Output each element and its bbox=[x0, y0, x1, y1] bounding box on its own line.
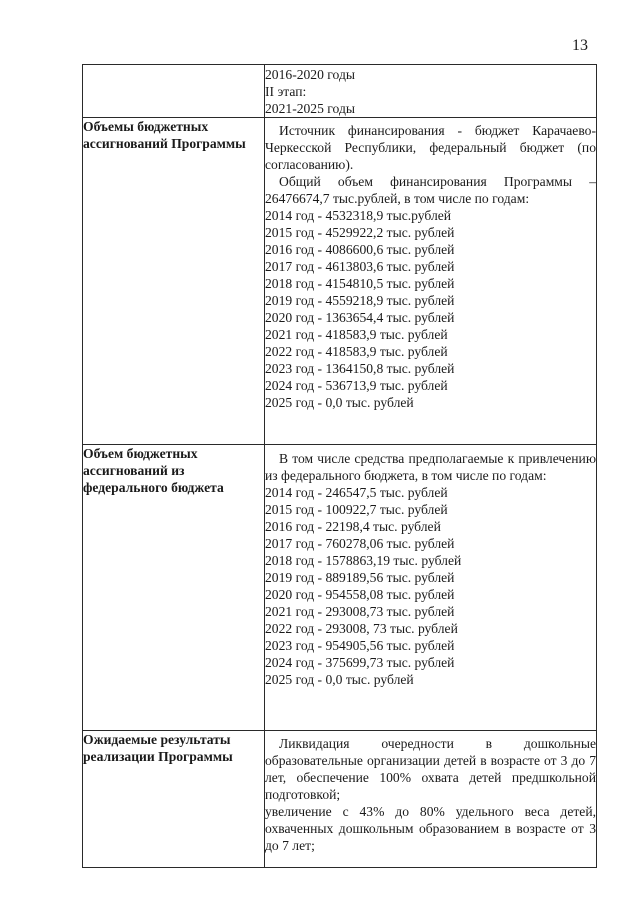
year-amount: 2022 год - 293008, 73 тыс. рублей bbox=[265, 621, 458, 636]
table-row bbox=[83, 118, 597, 445]
table-row bbox=[83, 65, 597, 118]
year-amount: 2021 год - 418583,9 тыс. рублей bbox=[265, 327, 448, 342]
year-amount: 2025 год - 0,0 тыс. рублей bbox=[265, 395, 414, 410]
year-amount: 2024 год - 536713,9 тыс. рублей bbox=[265, 378, 448, 393]
page-number: 13 bbox=[572, 37, 588, 54]
year-amount: 2020 год - 1363654,4 тыс. рублей bbox=[265, 310, 455, 325]
year-amount: 2016 год - 4086600,6 тыс. рублей bbox=[265, 242, 455, 257]
row-label bbox=[83, 65, 265, 118]
budget-federal-cell bbox=[265, 445, 597, 731]
budget-total-cell bbox=[265, 118, 597, 445]
federal-intro-text: В том числе средства предполагаемые к привлечению из федерального бюджета, в том числе по годам: bbox=[265, 451, 596, 483]
year-amount: 2015 год - 4529922,2 тыс. рублей bbox=[265, 225, 455, 240]
year-amount: 2015 год - 100922,7 тыс. рублей bbox=[265, 502, 448, 517]
year-amount: 2022 год - 418583,9 тыс. рублей bbox=[265, 344, 448, 359]
budget-total-label: Объемы бюджетных ассигнований Программы bbox=[83, 118, 265, 445]
result-paragraph: увеличение с 43% до 80% удельного веса детей, охваченных дошкольным образованием в возрасте от 3 до 7 лет; bbox=[265, 804, 596, 853]
funding-source-text: Источник финансирования - бюджет Карачаево-Черкесской Республики, федеральный бюджет (по согласованию). bbox=[265, 123, 596, 172]
year-amount: 2014 год - 246547,5 тыс. рублей bbox=[265, 485, 448, 500]
year-amount: 2023 год - 954905,56 тыс. рублей bbox=[265, 638, 455, 653]
year-amount: 2019 год - 889189,56 тыс. рублей bbox=[265, 570, 455, 585]
year-amount: 2025 год - 0,0 тыс. рублей bbox=[265, 672, 414, 687]
result-paragraph: Ликвидация очередности в дошкольные образовательные организации детей в возрасте от 3 до 7 лет, обеспечение 100% охвата детей предшкольной подготовкой; bbox=[265, 736, 596, 802]
year-amount: 2020 год - 954558,08 тыс. рублей bbox=[265, 587, 455, 602]
funding-total-text: Общий объем финансирования Программы – 26476674,7 тыс.рублей, в том числе по годам: bbox=[265, 174, 596, 206]
table-row bbox=[83, 445, 597, 731]
year-amount: 2024 год - 375699,73 тыс. рублей bbox=[265, 655, 455, 670]
year-amount: 2017 год - 760278,06 тыс. рублей bbox=[265, 536, 455, 551]
year-amount: 2017 год - 4613803,6 тыс. рублей bbox=[265, 259, 455, 274]
year-amount: 2023 год - 1364150,8 тыс. рублей bbox=[265, 361, 455, 376]
stage-line: 2021-2025 годы bbox=[265, 101, 355, 116]
program-passport-table bbox=[82, 64, 597, 868]
year-amount: 2016 год - 22198,4 тыс. рублей bbox=[265, 519, 441, 534]
year-amount: 2019 год - 4559218,9 тыс. рублей bbox=[265, 293, 455, 308]
year-amount: 2021 год - 293008,73 тыс. рублей bbox=[265, 604, 455, 619]
year-amount: 2014 год - 4532318,9 тыс.рублей bbox=[265, 208, 452, 223]
budget-federal-label: Объем бюджетных ассигнований из федерального бюджета bbox=[83, 445, 265, 731]
stage-line: 2016-2020 годы bbox=[265, 67, 355, 82]
year-amount: 2018 год - 4154810,5 тыс. рублей bbox=[265, 276, 455, 291]
stage-line: II этап: bbox=[265, 84, 307, 99]
expected-results-cell bbox=[265, 731, 597, 868]
table-row bbox=[83, 731, 597, 868]
year-amount: 2018 год - 1578863,19 тыс. рублей bbox=[265, 553, 462, 568]
stages-cell bbox=[265, 65, 597, 118]
expected-results-label: Ожидаемые результаты реализации Программы bbox=[83, 731, 265, 868]
